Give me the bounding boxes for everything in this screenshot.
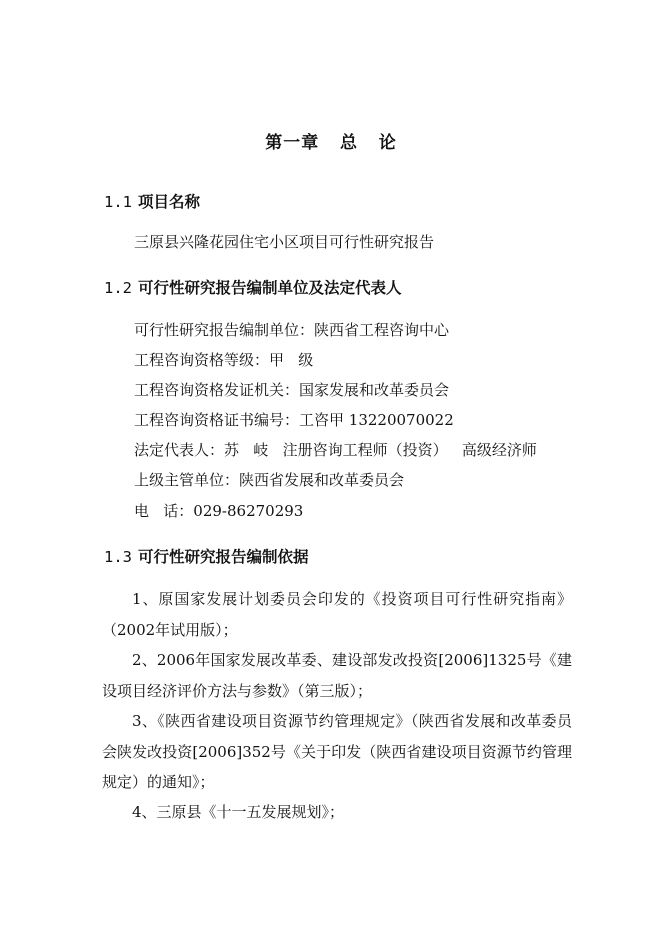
certificate-number-line: 工程咨询资格证书编号：工咨甲 13220070022 — [134, 411, 454, 429]
section-number: 1.1 — [104, 193, 132, 211]
section-title: 可行性研究报告编制依据 — [138, 547, 309, 566]
qualification-grade-line: 工程咨询资格等级：甲 级 — [134, 351, 314, 369]
compiling-unit-line: 可行性研究报告编制单位：陕西省工程咨询中心 — [134, 321, 450, 339]
supervising-unit-line: 上级主管单位：陕西省发展和改革委员会 — [134, 471, 405, 489]
section-number: 1.2 — [104, 279, 132, 297]
section-heading-1-2 — [104, 276, 402, 298]
section-heading-1-1 — [104, 190, 200, 212]
basis-item-4: 4、三原县《十一五发展规划》； — [132, 803, 345, 821]
basis-item-1: 1、原国家发展计划委员会印发的《投资项目可行性研究指南》（2002年试用版）； — [102, 590, 572, 639]
project-name-text: 三原县兴隆花园住宅小区项目可行性研究报告 — [134, 233, 435, 251]
section-title: 可行性研究报告编制单位及法定代表人 — [138, 278, 402, 297]
basis-item-2: 2、2006年国家发展改革委、建设部发改投资[2006]1325号《建设项目经济评价方法与参数》（第三版）； — [102, 651, 572, 700]
section-number: 1.3 — [104, 548, 132, 566]
legal-representative-line: 法定代表人：苏 岐 注册咨询工程师（投资） 高级经济师 — [134, 441, 537, 459]
issuing-authority-line: 工程咨询资格发证机关：国家发展和改革委员会 — [134, 381, 450, 399]
section-heading-1-3 — [104, 545, 309, 567]
basis-item-3: 3、《陕西省建设项目资源节约管理规定》（陕西省发展和改革委员会陕发改投资[2006]352号《关于印发（陕西省建设项目资源节约管理规定）的通知》； — [102, 712, 572, 791]
telephone-line: 电 话：029-86270293 — [134, 502, 304, 520]
chapter-title: 第一章 总 论 — [265, 133, 397, 153]
section-title: 项目名称 — [138, 192, 201, 211]
